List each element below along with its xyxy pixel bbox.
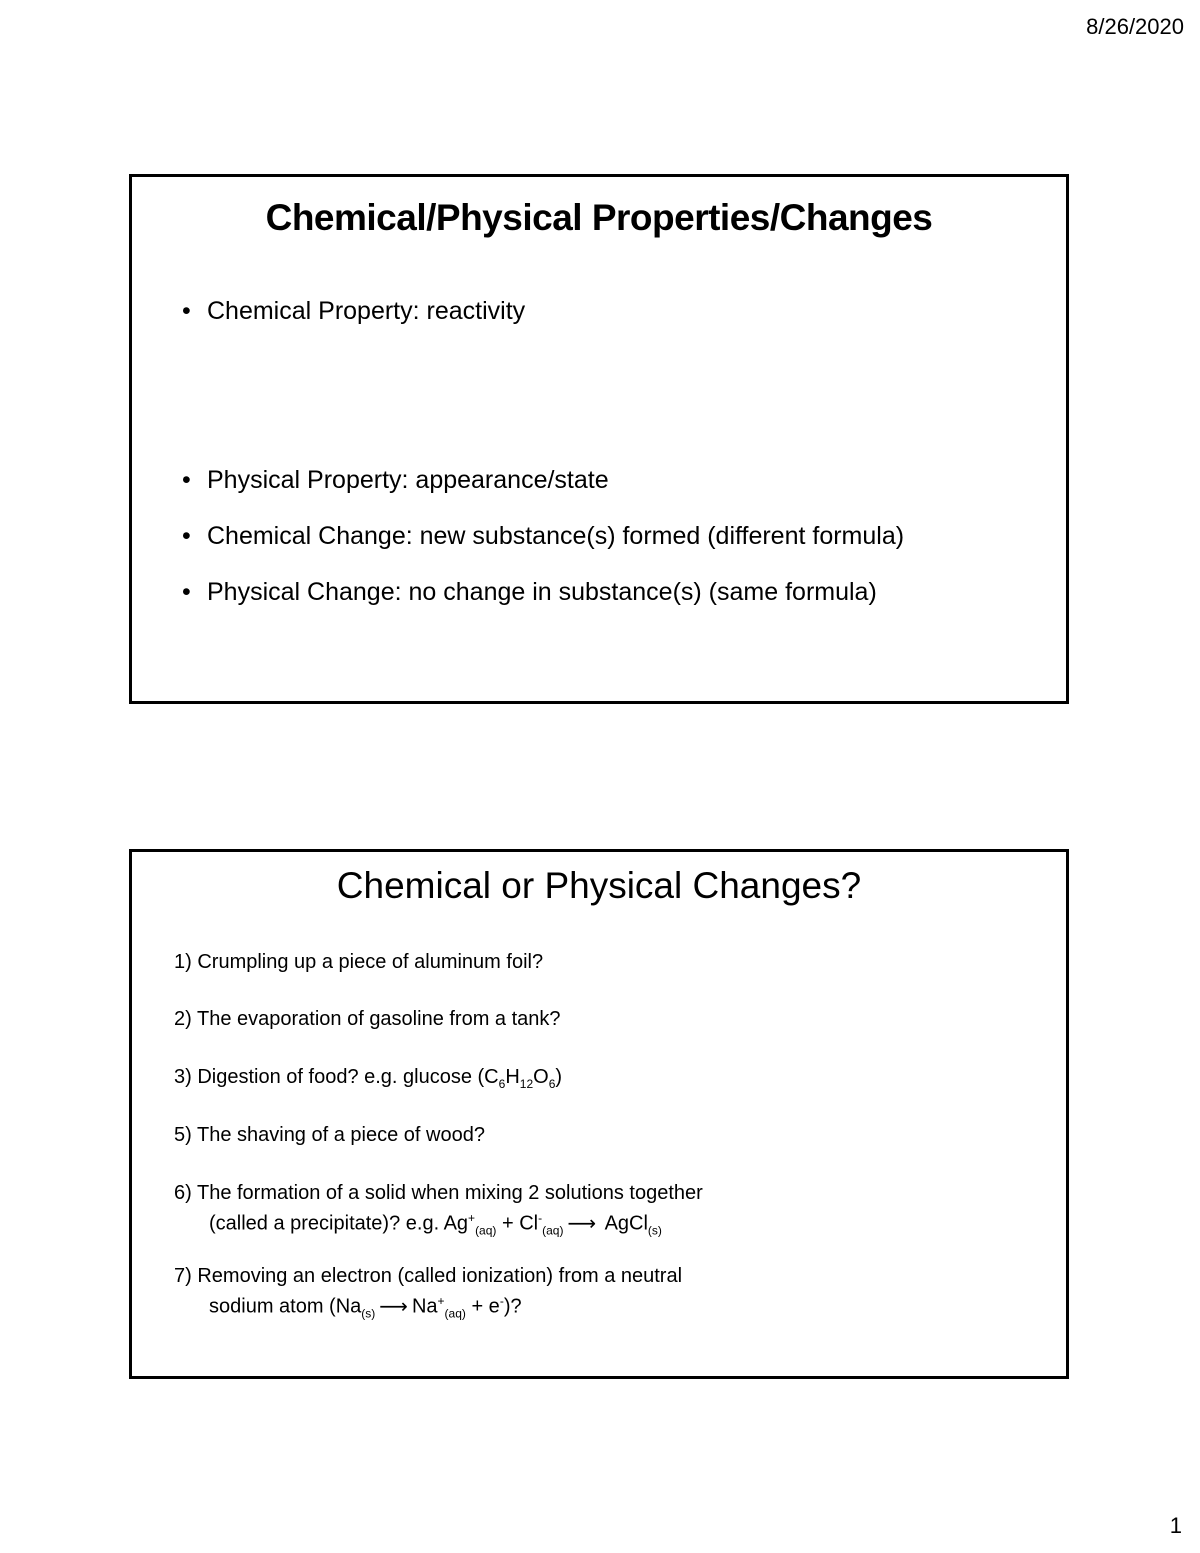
- question-1: 1) Crumpling up a piece of aluminum foil?: [174, 951, 544, 973]
- slide-title: Chemical/Physical Properties/Changes: [265, 197, 933, 238]
- bullet-dot: •: [182, 466, 191, 494]
- page-date: 8/26/2020: [1086, 14, 1184, 39]
- slide-chemical-or-physical: [129, 849, 1069, 1379]
- question-2: 2) The evaporation of gasoline from a tank?: [174, 1008, 561, 1030]
- bullet-dot: •: [182, 578, 191, 606]
- question-6: 6) The formation of a solid when mixing 2 solutions together (called a precipitate)? e.g. $Ag^+_{(aq)} + Cl^-_{(aq)}$ ⟶ AgCl$_{(s)}$: [174, 1182, 703, 1238]
- bullet-physical-change: • Physical Change: no change in substance(s) (same formula): [182, 578, 877, 606]
- bullet-chemical-change: • Chemical Change: new substance(s) formed (different formula): [182, 522, 905, 550]
- slide-title: Chemical or Physical Changes?: [336, 865, 862, 906]
- reaction-arrow-icon: ⟶: [567, 1212, 597, 1235]
- bullet-dot: •: [182, 297, 191, 325]
- question-5: 5) The shaving of a piece of wood?: [174, 1124, 485, 1146]
- bullet-chemical-property: • Chemical Property: reactivity: [182, 297, 526, 325]
- bullet-dot: •: [182, 522, 191, 550]
- question-7: 7) Removing an electron (called ionization) from a neutral sodium atom ($Na_{(s)}$ ⟶ $Na^+_{(aq)} + e^-$)?: [174, 1265, 683, 1321]
- page-number: 1: [1169, 1513, 1182, 1538]
- reaction-arrow-icon: ⟶: [379, 1295, 408, 1318]
- bullet-physical-property: • Physical Property: appearance/state: [182, 466, 609, 494]
- slide-properties-changes: [129, 174, 1069, 704]
- question-3: 3) Digestion of food? e.g. glucose $(C_6H_{12}O_6)$: [174, 1066, 563, 1091]
